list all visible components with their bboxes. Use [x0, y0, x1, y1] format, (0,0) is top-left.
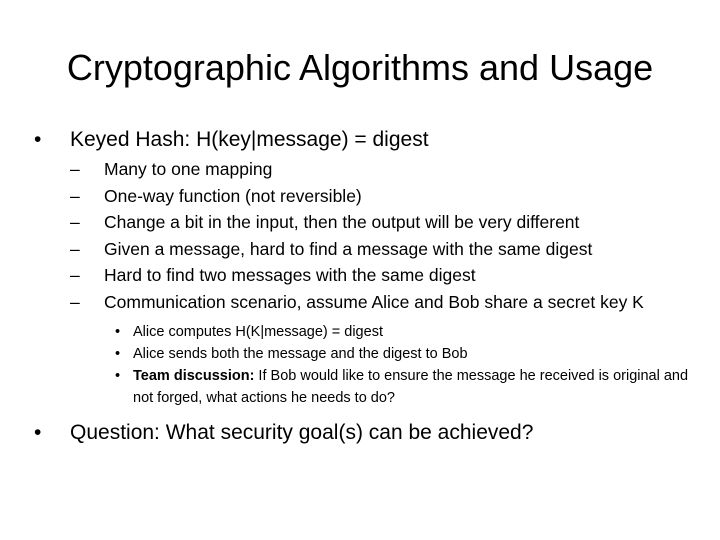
team-discussion-text: If Bob would like to ensure the message he received is original and not forged, what actions he needs to do? — [133, 368, 689, 406]
sub-bullet-text: Many to one mapping — [104, 159, 273, 179]
bullet-icon: • — [115, 346, 121, 362]
sub-bullet-text: Hard to find two messages with the same digest — [104, 265, 476, 285]
bullet-keyed-hash — [34, 124, 694, 156]
dash-icon: – — [70, 185, 80, 206]
sub-bullet-text: Communication scenario, assume Alice and Bob share a secret key K — [104, 291, 644, 312]
dash-icon: – — [70, 265, 80, 285]
bullet-icon: • — [34, 421, 42, 444]
bullet-icon: • — [34, 128, 42, 151]
dash-icon: – — [70, 291, 80, 312]
slide-title: Cryptographic Algorithms and Usage — [66, 47, 654, 88]
sub-bullet — [34, 156, 694, 183]
sub-bullet — [34, 262, 694, 289]
slide-content — [34, 124, 694, 449]
sub-sub-bullet — [34, 321, 694, 343]
bullet-text: Keyed Hash: H(key|message) = digest — [70, 128, 429, 151]
sub-bullet-text: Given a message, hard to find a message with the same digest — [104, 238, 593, 259]
dash-icon: – — [70, 238, 80, 259]
sub-bullet — [34, 236, 694, 263]
bullet-question — [34, 417, 694, 449]
sub-sub-bullet-text: Alice sends both the message and the digest to Bob — [133, 346, 468, 362]
sub-sub-bullet-text: Alice computes H(K|message) = digest — [133, 324, 383, 340]
dash-icon: – — [70, 159, 80, 179]
bullet-icon: • — [115, 368, 121, 384]
team-discussion-label: Team discussion: — [133, 368, 255, 384]
sub-sub-bullet — [34, 365, 694, 409]
sub-bullet-text: Change a bit in the input, then the output will be very different — [104, 212, 580, 232]
dash-icon: – — [70, 212, 80, 232]
bullet-icon: • — [115, 324, 121, 340]
sub-bullet — [34, 183, 694, 210]
sub-bullet — [34, 289, 694, 316]
sub-sub-bullet — [34, 343, 694, 365]
question-text: Question: What security goal(s) can be achieved? — [70, 421, 534, 444]
sub-bullet — [34, 209, 694, 236]
sub-bullet-text: One-way function (not reversible) — [104, 185, 362, 206]
